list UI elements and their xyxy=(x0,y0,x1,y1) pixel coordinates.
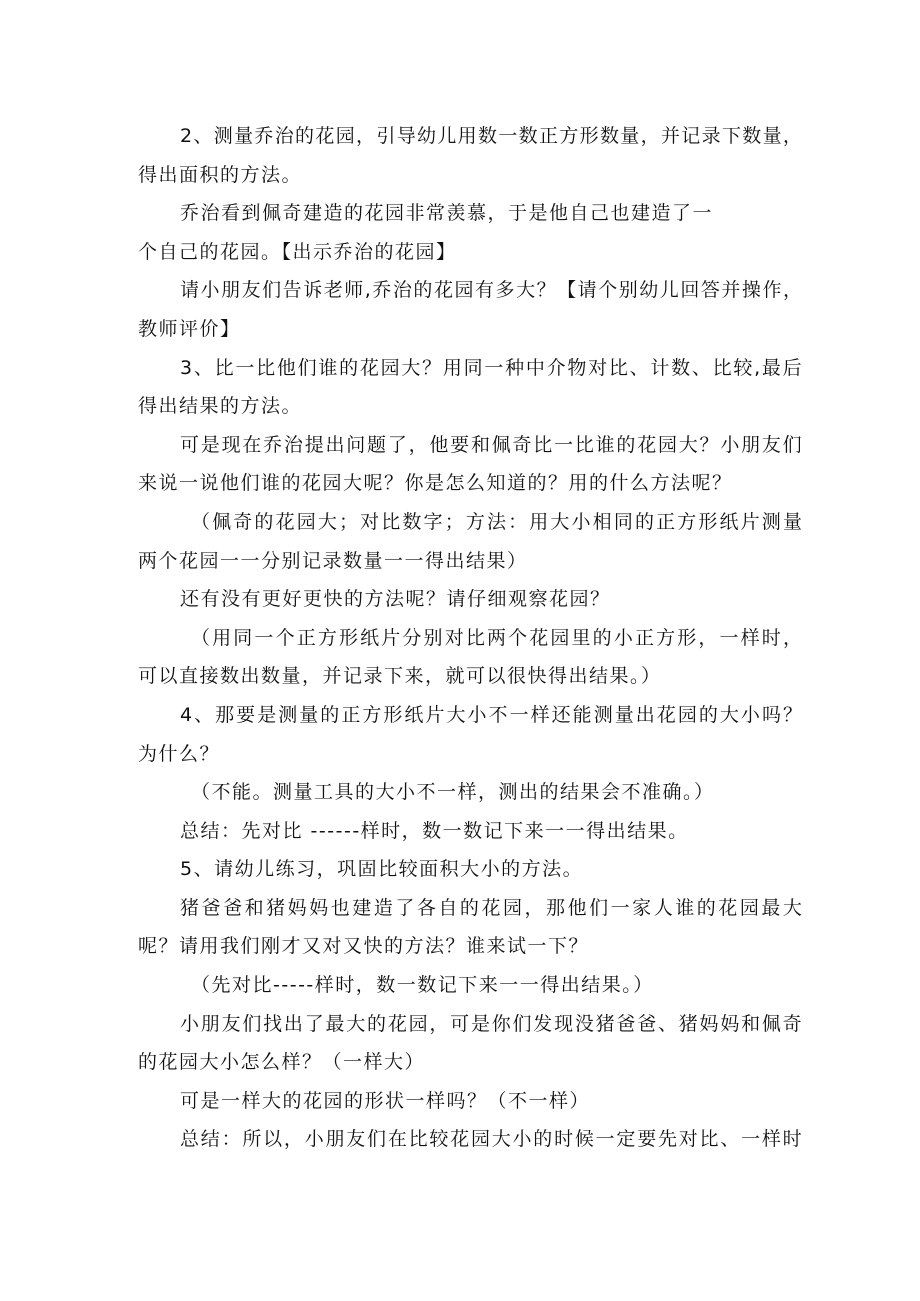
text-line: 可以直接数出数量，并记录下来，就可以很快得出结果。） xyxy=(138,665,662,688)
text-line: 可 是 现 在 乔 治 提 出 问 题 了 ， 他 要 和 佩 奇 比 一 比 谁 的 花 园 大 ？ 小 朋 友 们 xyxy=(180,433,802,456)
document-body xyxy=(138,117,802,1159)
text-line: 猪 爸 爸 和 猪 妈 妈 也 建 造 了 各 自 的 花 园 ， 那 他 们 一 家 人 谁 的 花 园 最 大 xyxy=(180,896,802,919)
text-line: 小 朋 友 们 找 出 了 最 大 的 花 园 ， 可 是 你 们 发 现 没 猪 爸 爸 、 猪 妈 妈 和 佩 奇 xyxy=(180,1012,802,1035)
text-line: 得出结果的方法。 xyxy=(138,395,303,418)
text-line: 乔治看到佩奇建造的花园非常羡慕，于是他自己也建造了一 xyxy=(180,202,714,225)
text-line: 两个花园一一分别记录数量一一得出结果） xyxy=(138,549,528,572)
text-line: 3 、 比 一 比 他 们 谁 的 花 园 大 ？ 用 同 一 种 中 介 物 对 比 、 计 数 、 比 较 , 最 后 xyxy=(180,356,802,379)
text-line: （先对比-----样时，数一数记下来一一得出结果。） xyxy=(191,974,654,997)
text-line: （ 用 同 一 个 正 方 形 纸 片 分 别 对 比 两 个 花 园 里 的 小 正 方 形 ， 一 样 时 ， xyxy=(191,626,802,649)
text-line: 还有没有更好更快的方法呢？请仔细观察花园？ xyxy=(180,588,611,611)
text-line: 请 小 朋 友 们 告 诉 老 师 , 乔 治 的 花 园 有 多 大 ？ 【 请 个 别 幼 儿 回 答 并 操 作 ， xyxy=(180,279,802,302)
text-line: 5、请幼儿练习，巩固比较面积大小的方法。 xyxy=(180,858,584,881)
text-line: （ 佩 奇 的 花 园 大 ； 对 比 数 字 ； 方 法 ： 用 大 小 相 同 的 正 方 形 纸 片 测 量 xyxy=(191,510,802,533)
text-line: 来说一说他们谁的花园大呢？你是怎么知道的？用的什么方法呢？ xyxy=(138,472,733,495)
text-line: 可是一样大的花园的形状一样吗？（不一样） xyxy=(180,1089,591,1112)
text-line: 总 结 ： 所 以 ， 小 朋 友 们 在 比 较 花 园 大 小 的 时 候 一 定 要 先 对 比 、 一 样 时 xyxy=(180,1128,802,1151)
text-line: 总结：先对比 ------样时，数一数记下来一一得出结果。 xyxy=(180,819,689,842)
text-line: 呢？请用我们刚才又对又快的方法？谁来试一下？ xyxy=(138,935,590,958)
text-line: 教师评价】 xyxy=(138,317,241,340)
text-line: 得出面积的方法。 xyxy=(138,163,303,186)
text-line: 2 、 测 量 乔 治 的 花 园 ， 引 导 幼 儿 用 数 一 数 正 方 形 数 量 ， 并 记 录 下 数 量 ， xyxy=(180,125,802,147)
text-line: 的花园大小怎么样？（一样大） xyxy=(138,1051,426,1074)
text-line: 4 、 那 要 是 测 量 的 正 方 形 纸 片 大 小 不 一 样 还 能 测 量 出 花 园 的 大 小 吗 ？ xyxy=(180,703,802,726)
text-line: 为什么？ xyxy=(138,742,221,765)
text-line: （不能。测量工具的大小不一样，测出的结果会不准确。） xyxy=(191,781,715,804)
text-line: 个自己的花园。【出示乔治的花园】 xyxy=(138,240,457,263)
